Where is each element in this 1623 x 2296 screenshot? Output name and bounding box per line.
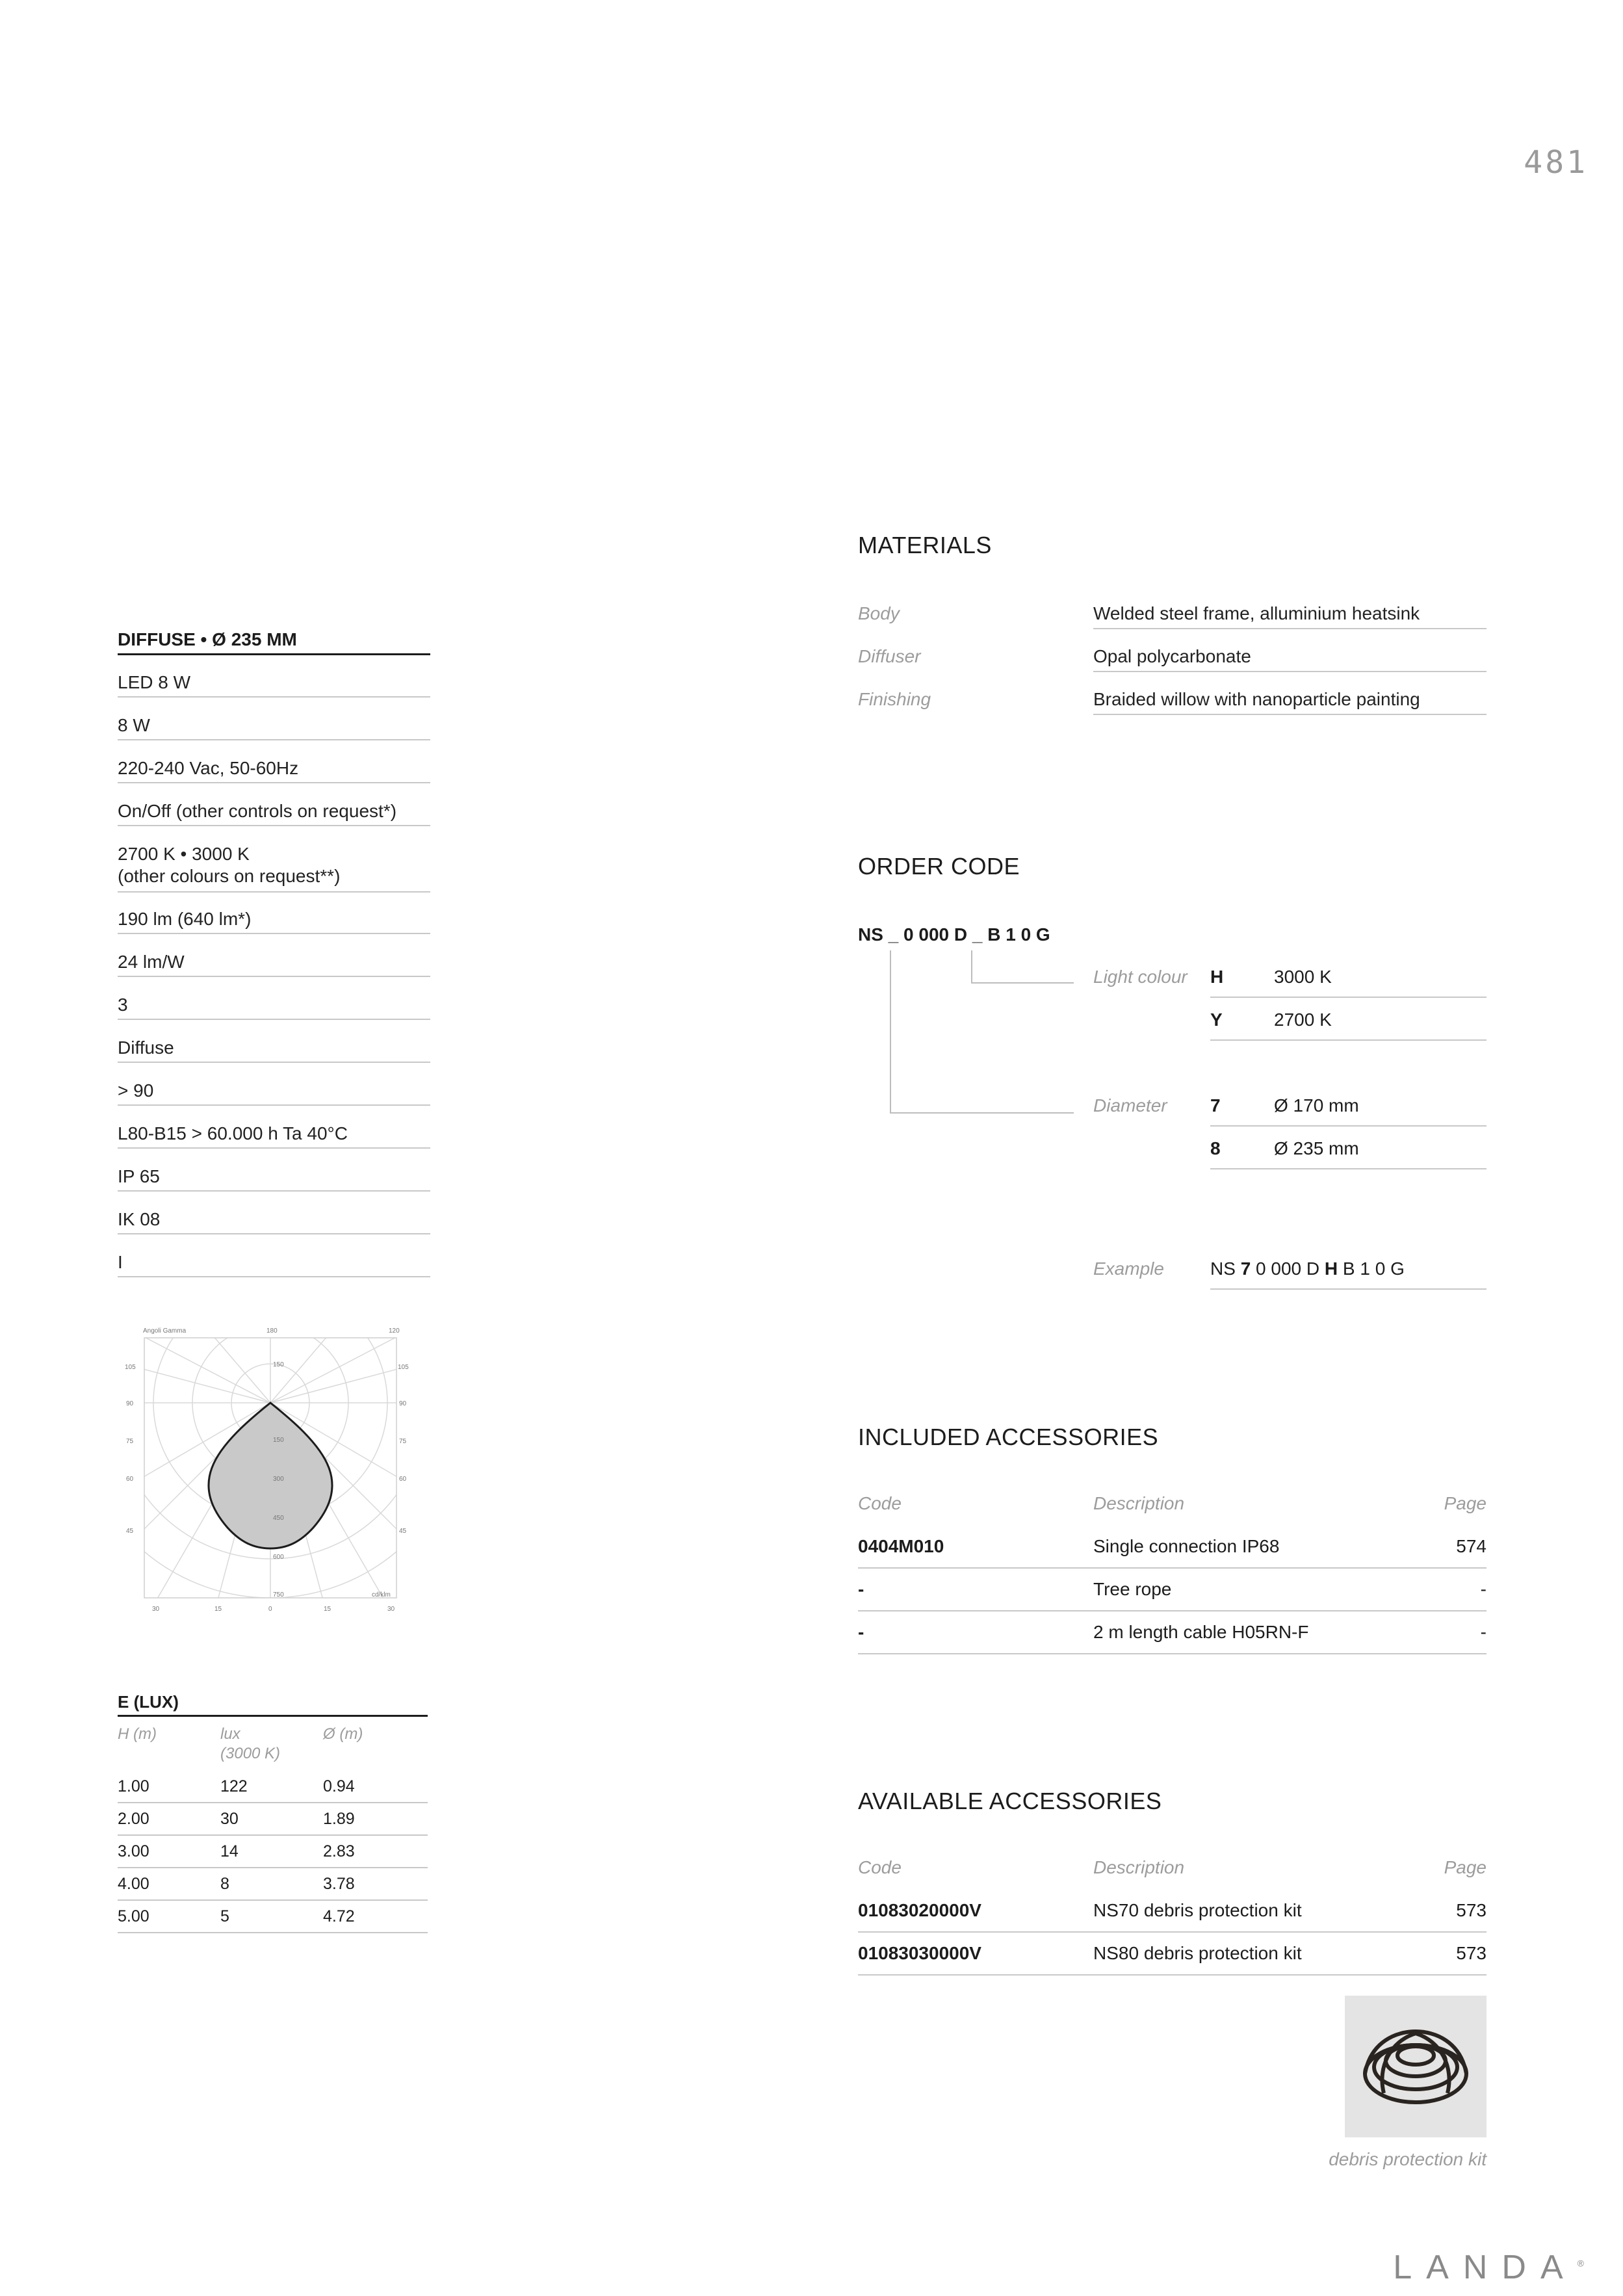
radial-label: 450 xyxy=(273,1515,284,1522)
lux-header-lux: lux xyxy=(220,1725,240,1743)
side-label-right: 45 xyxy=(399,1528,407,1535)
lux-value: 8 xyxy=(220,1875,229,1893)
side-label-right: 60 xyxy=(399,1476,407,1483)
photometric-polar-diagram xyxy=(123,1313,409,1615)
accessory-description: Single connection IP68 xyxy=(1093,1536,1280,1556)
spec-row: Diffuse xyxy=(118,1037,430,1063)
side-label-left: 105 xyxy=(125,1364,136,1371)
table-row xyxy=(858,1579,1487,1611)
included-header xyxy=(858,1493,1487,1519)
option-value: 2700 K xyxy=(1274,1010,1332,1030)
light-colour-row xyxy=(1210,1010,1487,1041)
table-row xyxy=(858,1900,1487,1933)
order-code-title: ORDER CODE xyxy=(858,853,1020,880)
lux-header-d: Ø (m) xyxy=(323,1725,363,1743)
accessory-code: - xyxy=(858,1579,864,1599)
available-title: AVAILABLE ACCESSORIES xyxy=(858,1788,1162,1814)
material-value: Opal polycarbonate xyxy=(1093,646,1487,672)
diameter-label: Diameter xyxy=(1093,1095,1167,1115)
bottom-label: 30 xyxy=(387,1606,395,1613)
debris-kit-icon xyxy=(1345,1996,1487,2137)
example-part: 0 000 D xyxy=(1251,1259,1325,1279)
lux-diameter: 0.94 xyxy=(323,1777,355,1795)
lux-h: 1.00 xyxy=(118,1777,149,1795)
accessory-page: - xyxy=(1480,1579,1487,1599)
lux-header-lux-sub: (3000 K) xyxy=(220,1745,281,1762)
option-code: H xyxy=(1210,967,1224,987)
diameter-row xyxy=(1210,1138,1487,1169)
light-colour-label: Light colour xyxy=(1093,967,1188,987)
side-label-right: 90 xyxy=(399,1400,407,1407)
material-value: Welded steel frame, alluminium heatsink xyxy=(1093,603,1487,629)
option-value: 3000 K xyxy=(1274,967,1332,987)
lux-h: 5.00 xyxy=(118,1907,149,1925)
radial-label: 150 xyxy=(273,1437,284,1444)
accessory-description: NS70 debris protection kit xyxy=(1093,1900,1302,1920)
lux-value: 14 xyxy=(220,1842,239,1860)
header-code: Code xyxy=(858,1857,902,1877)
bottom-label: 0 xyxy=(268,1606,272,1613)
table-row xyxy=(118,1836,428,1868)
side-label-left: 90 xyxy=(126,1400,134,1407)
example-diameter-code: 7 xyxy=(1240,1259,1251,1279)
lux-diameter: 3.78 xyxy=(323,1875,355,1893)
brand-logo xyxy=(1393,2248,1584,2287)
option-value: Ø 235 mm xyxy=(1274,1138,1359,1158)
bottom-label: 30 xyxy=(152,1606,160,1613)
lux-value: 30 xyxy=(220,1810,239,1828)
option-code: 7 xyxy=(1210,1095,1221,1115)
option-code: 8 xyxy=(1210,1138,1221,1158)
accessory-page: - xyxy=(1480,1622,1487,1642)
spec-row: 220-240 Vac, 50-60Hz xyxy=(118,757,430,783)
spec-line: 2700 K • 3000 K xyxy=(118,844,250,864)
side-label-left: 60 xyxy=(126,1476,134,1483)
lux-table-body xyxy=(118,1771,428,1933)
material-row xyxy=(858,646,1487,679)
lux-header-h: H (m) xyxy=(118,1725,157,1743)
materials-title: MATERIALS xyxy=(858,532,992,558)
material-label: Body xyxy=(858,603,900,623)
example-code xyxy=(1210,1259,1487,1290)
accessory-code: - xyxy=(858,1622,864,1642)
radial-label: 300 xyxy=(273,1476,284,1483)
option-code: Y xyxy=(1210,1010,1223,1030)
accessory-description: 2 m length cable H05RN-F xyxy=(1093,1622,1309,1642)
table-row xyxy=(118,1803,428,1836)
example-label: Example xyxy=(1093,1259,1164,1279)
side-label-right: 105 xyxy=(398,1364,409,1371)
diameter-row xyxy=(1210,1095,1487,1127)
material-row xyxy=(858,689,1487,722)
accessory-code: 01083030000V xyxy=(858,1943,981,1963)
page-number: 481 xyxy=(1524,144,1588,181)
header-description: Description xyxy=(1093,1857,1185,1877)
accessory-code: 01083020000V xyxy=(858,1900,981,1920)
radial-label: 150 xyxy=(273,1361,284,1368)
lux-diameter: 4.72 xyxy=(323,1907,355,1925)
spec-row: > 90 xyxy=(118,1080,430,1106)
lux-value: 5 xyxy=(220,1907,229,1925)
material-row xyxy=(858,603,1487,636)
spec-row: On/Off (other controls on request*) xyxy=(118,800,430,826)
table-row xyxy=(118,1901,428,1933)
bottom-label: 15 xyxy=(324,1606,331,1613)
angle-title: Angoli Gamma xyxy=(143,1327,187,1335)
accessory-code: 0404M010 xyxy=(858,1536,944,1556)
spec-row: LED 8 W xyxy=(118,672,430,698)
accessory-description: NS80 debris protection kit xyxy=(1093,1943,1302,1963)
accessory-page: 573 xyxy=(1456,1900,1487,1920)
material-value: Braided willow with nanoparticle painting xyxy=(1093,689,1487,715)
lux-table-title: E (LUX) xyxy=(118,1692,428,1717)
image-caption: debris protection kit xyxy=(1329,2149,1487,2169)
lux-h: 3.00 xyxy=(118,1842,149,1860)
spec-row: 190 lm (640 lm*) xyxy=(118,908,430,934)
debris-kit-image xyxy=(1345,1996,1487,2137)
spec-row: I xyxy=(118,1251,430,1277)
light-colour-row xyxy=(1210,967,1487,998)
material-label: Finishing xyxy=(858,689,931,709)
table-row xyxy=(118,1771,428,1803)
spec-row: IK 08 xyxy=(118,1208,430,1234)
brand-name: LANDA xyxy=(1393,2249,1578,2286)
spec-line: (other colours on request**) xyxy=(118,866,341,886)
example-part: B 1 0 G xyxy=(1338,1259,1405,1279)
top-label: 180 xyxy=(266,1327,278,1335)
spec-row: 3 xyxy=(118,994,430,1020)
spec-row: IP 65 xyxy=(118,1166,430,1192)
side-label-left: 45 xyxy=(126,1528,134,1535)
registered-mark: ® xyxy=(1577,2258,1584,2269)
example-colour-code: H xyxy=(1324,1259,1338,1279)
table-row xyxy=(118,1868,428,1901)
accessory-page: 573 xyxy=(1456,1943,1487,1963)
accessory-page: 574 xyxy=(1456,1536,1487,1556)
light-distribution-curve xyxy=(209,1403,332,1548)
top-label: 120 xyxy=(389,1327,400,1335)
side-label-right: 75 xyxy=(399,1438,407,1445)
accessory-description: Tree rope xyxy=(1093,1579,1172,1599)
spec-row: L80-B15 > 60.000 h Ta 40°C xyxy=(118,1123,430,1149)
spec-row: 8 W xyxy=(118,714,430,740)
bottom-label: 15 xyxy=(214,1606,222,1613)
order-code-connectors xyxy=(884,949,1079,1118)
header-page: Page xyxy=(1444,1493,1487,1513)
table-row xyxy=(858,1943,1487,1976)
lux-h: 4.00 xyxy=(118,1875,149,1893)
lux-h: 2.00 xyxy=(118,1810,149,1828)
lux-diameter: 1.89 xyxy=(323,1810,355,1828)
header-description: Description xyxy=(1093,1493,1185,1513)
included-title: INCLUDED ACCESSORIES xyxy=(858,1424,1159,1450)
option-value: Ø 170 mm xyxy=(1274,1095,1359,1115)
side-label-left: 75 xyxy=(126,1438,134,1445)
example-part: NS xyxy=(1210,1259,1241,1279)
table-row xyxy=(858,1536,1487,1569)
spec-title: DIFFUSE • Ø 235 MM xyxy=(118,629,430,655)
radial-label: 600 xyxy=(273,1554,284,1561)
material-label: Diffuser xyxy=(858,646,921,666)
radial-label: 750 xyxy=(273,1591,284,1598)
spec-row xyxy=(118,843,430,893)
spec-row: 24 lm/W xyxy=(118,951,430,977)
header-page: Page xyxy=(1444,1857,1487,1877)
lux-diameter: 2.83 xyxy=(323,1842,355,1860)
lux-table-header xyxy=(118,1725,428,1764)
order-code-string: NS _ 0 000 D _ B 1 0 G xyxy=(858,924,1050,945)
unit-label: cd/klm xyxy=(372,1591,391,1598)
table-row xyxy=(858,1622,1487,1654)
header-code: Code xyxy=(858,1493,902,1513)
available-header xyxy=(858,1857,1487,1883)
lux-value: 122 xyxy=(220,1777,248,1795)
